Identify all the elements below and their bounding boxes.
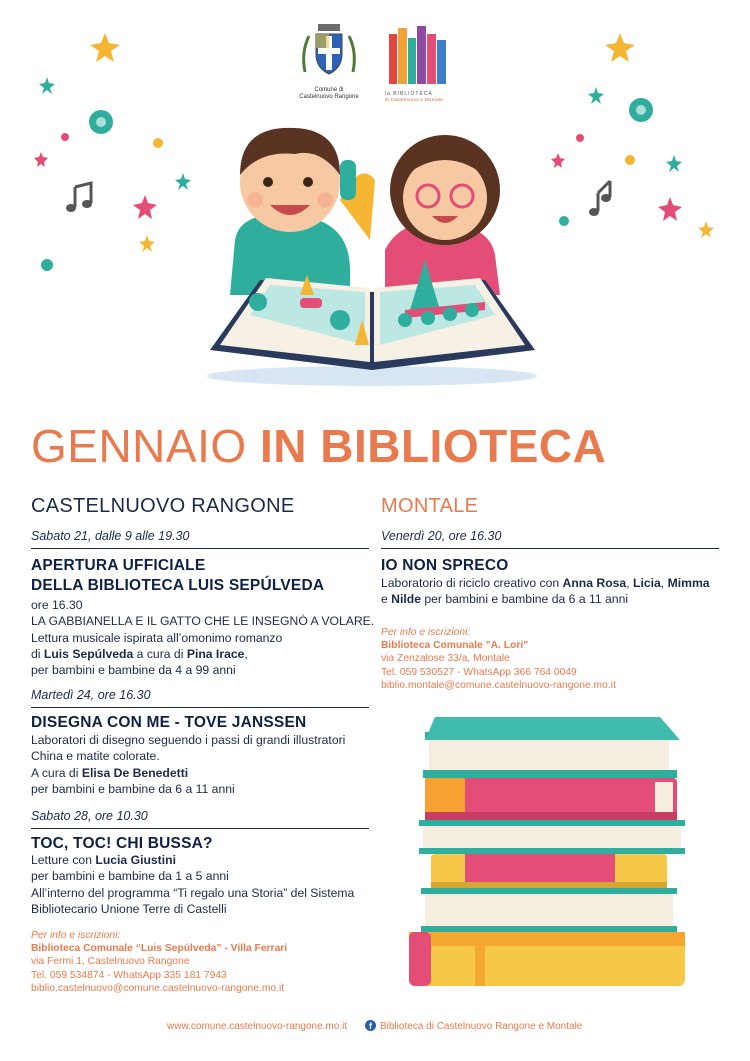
book-icon: [421, 888, 677, 932]
event-date: Sabato 21, dalle 9 alle 19.30: [31, 529, 190, 543]
curator-name: Elisa De Benedetti: [81, 765, 189, 780]
comune-crest-logo: [299, 22, 359, 104]
kids-reading-illustration: [200, 120, 545, 390]
star-icon: [588, 87, 604, 104]
book-icon: [419, 820, 685, 854]
dot-icon: [153, 138, 163, 148]
event-line: Bibliotecario Unione Terre di Castelli: [31, 901, 227, 916]
star-icon: [658, 197, 682, 221]
right-column-title: MONTALE: [381, 495, 479, 517]
star-icon: [139, 235, 155, 252]
event-title: TOC, TOC! CHI BUSSA?: [31, 835, 213, 852]
books-logo-icon: [385, 24, 451, 86]
candy-icon: [629, 98, 653, 122]
info-library-name: Biblioteca Comunale “Luis Sepúlveda” - Villa Ferrari: [31, 943, 288, 955]
event-line: e Nilde per bambini e bambine da 6 a 11 anni: [381, 592, 629, 607]
event-line: LA GABBIANELLA E IL GATTO CHE LE INSEGNÒ A VOLARE.: [31, 614, 375, 629]
event-title: [31, 556, 324, 596]
info-library-name: Biblioteca Comunale "A. Lori": [381, 640, 529, 652]
event-line: All’interno del programma “Ti regalo una Storia” del Sistema: [31, 885, 355, 900]
star-icon: [605, 33, 635, 62]
info-email-link[interactable]: biblio.montale@comune.castelnuovo-rangone.mo.it: [381, 679, 616, 691]
event-title: DISEGNA CON ME - TOVE JANSSEN: [31, 714, 307, 731]
event-line: Laboratorio di riciclo creativo con Anna Rosa, Licia, Mimma: [381, 576, 710, 590]
info-email-link[interactable]: biblio.castelnuovo@comune.castelnuovo-rangone.mo.it: [31, 982, 285, 994]
event-line: per bambini e bambine da 1 a 5 anni: [31, 869, 229, 884]
book-icon: [423, 717, 680, 778]
crest-icon: [299, 22, 359, 82]
facebook-icon: f: [365, 1020, 376, 1031]
girl-figure: [385, 135, 500, 295]
author-name: Luis Sepúlveda: [43, 646, 134, 661]
footer-facebook-link[interactable]: Biblioteca di Castelnuovo Rangone e Montale: [380, 1021, 583, 1032]
star-icon: [90, 33, 120, 62]
divider: [31, 828, 369, 829]
boy-figure: [230, 128, 375, 295]
event-line: Lettura musicale ispirata all’omonimo romanzo: [31, 630, 283, 645]
curator-name: Pina Irace: [186, 646, 245, 661]
info-address: via Fermi 1, Castelnuovo Rangone: [31, 956, 190, 968]
dot-icon: [576, 134, 584, 142]
divider: [31, 707, 369, 708]
event-title-line2: DELLA BIBLIOTECA LUIS SEPÚLVEDA: [31, 577, 325, 594]
event-date: Martedì 24, ore 16.30: [31, 688, 151, 702]
event-line: per bambini e bambine da 4 a 99 anni: [31, 663, 236, 678]
music-note-icon: [589, 181, 611, 216]
dot-icon: [61, 133, 69, 141]
info-block-castelnuovo: [31, 929, 371, 995]
book-icon: [409, 932, 685, 986]
book-stack-illustration: [405, 712, 695, 994]
headline: [31, 419, 606, 473]
event-title-line1: APERTURA UFFICIALE: [31, 557, 206, 574]
candy-icon: [41, 259, 53, 271]
crest-label-line2: Castelnuovo Rangone: [299, 94, 359, 100]
event-line: per bambini e bambine da 6 a 11 anni: [31, 781, 235, 796]
decorations-left: [25, 25, 205, 285]
info-label: Per info e iscrizioni:: [381, 627, 471, 638]
star-icon: [175, 173, 191, 190]
divider: [31, 548, 369, 549]
star-icon: [34, 152, 48, 167]
divider: [381, 548, 719, 549]
library-logo: [385, 24, 455, 104]
info-block-montale: [381, 626, 726, 692]
library-logo-line2: di Castelnuovo e Montale: [385, 97, 443, 102]
left-column-title: CASTELNUOVO RANGONE: [31, 495, 295, 517]
event-description: [31, 597, 376, 678]
headline-light: GENNAIO: [31, 420, 247, 472]
dot-icon: [559, 216, 569, 226]
footer-website-link[interactable]: www.comune.castelnuovo-rangone.mo.it: [167, 1021, 348, 1032]
info-address: via Zenzalose 33/a, Montale: [381, 653, 510, 665]
event-line: di Luis Sepúlveda a cura di Pina Irace,: [31, 646, 248, 661]
event-line: China e matite colorate.: [31, 749, 160, 764]
event-title: IO NON SPRECO: [381, 557, 509, 574]
crest-label-line1: Comune di: [314, 87, 344, 93]
event-date: Venerdì 20, ore 16.30: [381, 529, 502, 543]
library-logo-line1: la BIBLIOTECA: [385, 91, 433, 97]
info-phone[interactable]: Tel. 059 534874 - WhatsApp 335 181 7943: [31, 969, 227, 981]
star-icon: [551, 153, 565, 168]
star-icon: [133, 195, 157, 219]
info-phone[interactable]: Tel. 059 530527 - WhatsApp 366 764 0049: [381, 666, 577, 678]
star-icon: [666, 155, 682, 172]
event-line: ore 16.30: [31, 598, 83, 612]
book-icon: [431, 854, 667, 888]
decorations-right: [540, 25, 730, 255]
event-description: [31, 732, 376, 797]
event-line: Laboratori di disegno seguendo i passi di grandi illustratori: [31, 733, 346, 747]
event-description: [381, 575, 726, 608]
star-icon: [698, 221, 714, 238]
headline-bold: IN BIBLIOTECA: [259, 420, 607, 472]
candy-icon: [89, 110, 113, 134]
event-line: Letture con Lucia Giustini: [31, 853, 176, 867]
event-description: [31, 852, 376, 917]
event-date: Sabato 28, ore 10.30: [31, 809, 148, 823]
star-icon: [39, 77, 55, 94]
dot-icon: [625, 155, 635, 165]
reader-name: Lucia Giustini: [95, 853, 176, 867]
music-note-icon: [66, 183, 92, 212]
info-label: Per info e iscrizioni:: [31, 930, 121, 941]
book-icon: [425, 778, 677, 820]
event-line: A cura di Elisa De Benedetti: [31, 765, 189, 780]
